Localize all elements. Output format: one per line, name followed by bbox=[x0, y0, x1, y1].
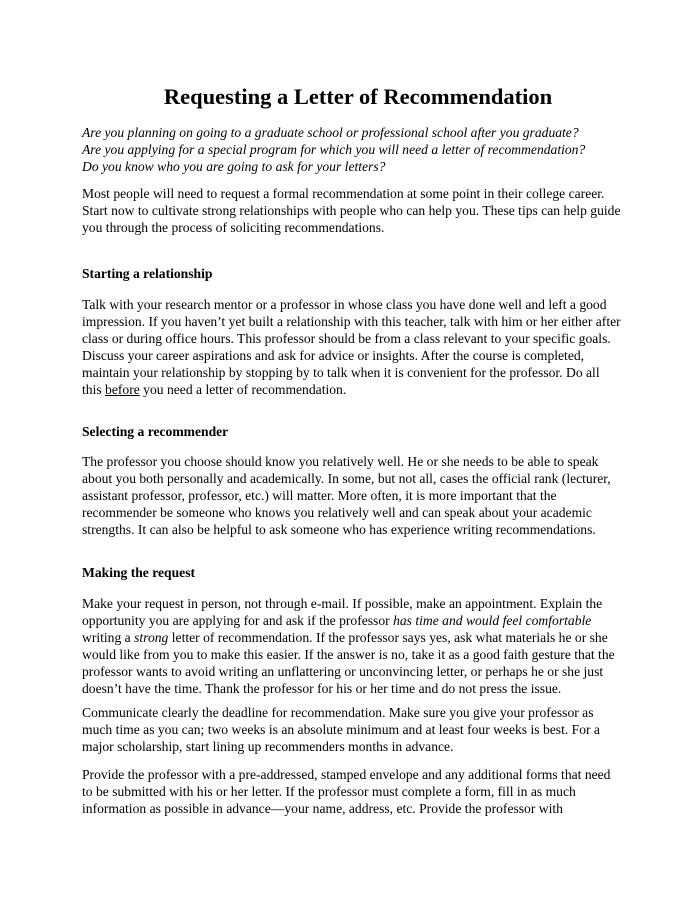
intro-paragraph: Most people will need to request a formal recommendation at some point in their college career. Start now to cultivate strong relationships with people who can help you. These tips can help guide you through the process of soliciting recommendations. bbox=[82, 186, 621, 235]
section-text-relationship: Talk with your research mentor or a professor in whose class you have done well and left a good impression. If you haven’t yet built a relationship with this teacher, talk with him or her either after class or during office hours. This professor should be from a class relevant to your specific goals. Discuss your career aspirations and ask for advice or insights. After the course is completed, maintain your relationship by stopping by to talk when it is convenient for the professor. Do all this before you need a letter of recommendation. bbox=[82, 297, 621, 397]
section-text-request-1: Make your request in person, not through e-mail. If possible, make an appointment. Explain the opportunity you are applying for and ask if the professor has time and would feel comfortable writing a strong letter of recommendation. If the professor says yes, ask what materials he or she would like from you to make this easier. If the answer is no, take it as a good faith gesture that the professor wants to avoid writing an unflattering or unconvincing letter, or perhaps he or she just doesn’t have the time. Thank the professor for his or her time and do not press the issue. bbox=[82, 596, 615, 696]
section-text-request-3: Provide the professor with a pre-addressed, stamped envelope and any additional forms that need to be submitted with his or her letter. If the professor must complete a form, fill in as much information as possible in advance—your name, address, etc. Provide the professor with bbox=[82, 767, 611, 816]
document-title: Requesting a Letter of Recommendation bbox=[163, 84, 553, 109]
section-text-request-2: Communicate clearly the deadline for recommendation. Make sure you give your professor as much time as you can; two weeks is an absolute minimum and at least four weeks is best. For a major scholarship, start lining up recommenders months in advance. bbox=[82, 705, 600, 754]
emphasis-before: before bbox=[105, 382, 140, 397]
section-heading-selecting: Selecting a recommender bbox=[82, 424, 229, 439]
section-heading-relationship: Starting a relationship bbox=[82, 266, 213, 281]
intro-question: Are you applying for a special program for which you will need a letter of recommendation? bbox=[82, 142, 586, 157]
section-heading-request: Making the request bbox=[82, 565, 196, 580]
intro-question: Are you planning on going to a graduate school or professional school after you graduate? bbox=[82, 125, 579, 140]
intro-questions bbox=[82, 124, 642, 175]
intro-question: Do you know who you are going to ask for your letters? bbox=[82, 159, 386, 174]
section-text-selecting: The professor you choose should know you relatively well. He or she needs to be able to speak about you both personally and academically. In some, but not all, cases the official rank (lecturer, assistant professor, professor, etc.) will matter. More often, it is more important that the recommender be someone who knows you relatively well and can speak about your academic strengths. It can also be helpful to ask someone who has experience writing recommendations. bbox=[82, 454, 611, 537]
